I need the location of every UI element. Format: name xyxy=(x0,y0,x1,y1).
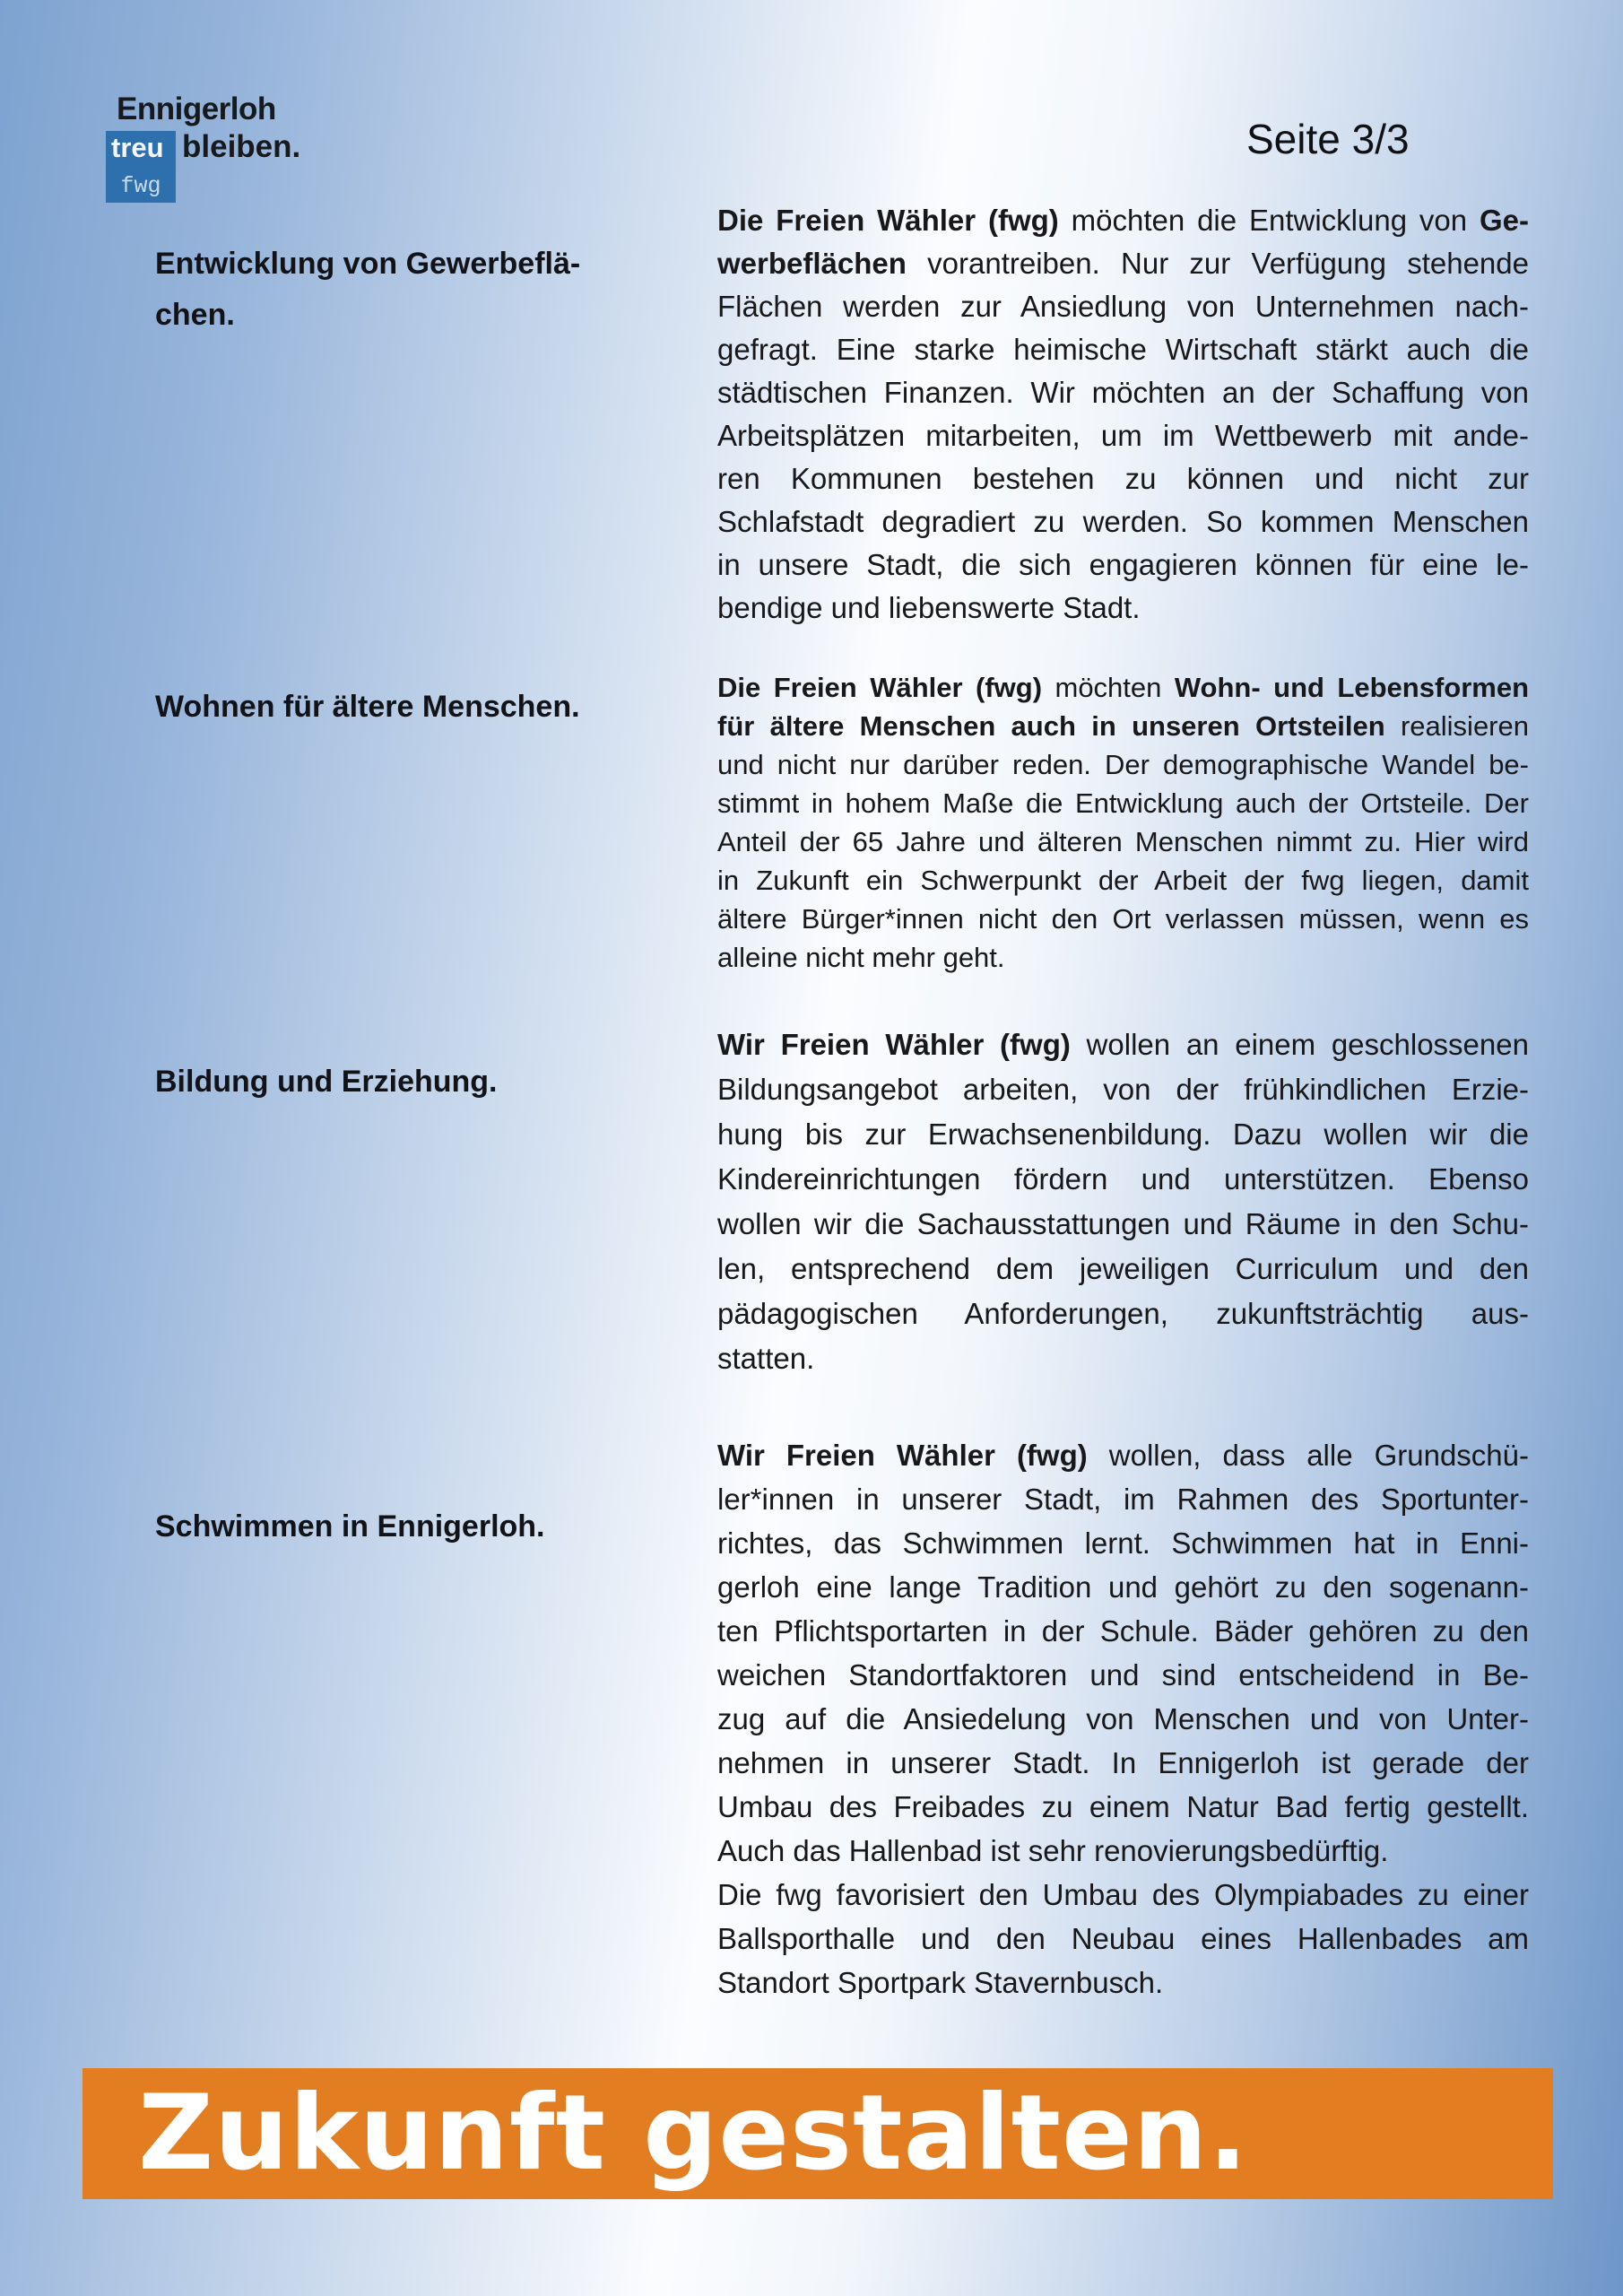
brand-city-text: Ennigerloh xyxy=(117,91,276,126)
section-heading: Wohnen für ältere Menschen. xyxy=(155,690,580,724)
section-paragraph: Wir Freien Wähler (fwg) wollen an einem geschlossenen Bildungsangebot arbeiten, von der frühkindlichen Erzie- hung bis zur Erwachsenenbildung. Dazu wollen wir die Kindereinrichtungen fördern und unterstützen. Ebenso wollen wir die Sachausstattungen und Räume in den Schu- len, entsprechend dem jeweiligen Curriculum und den pädagogischen Anforderungen, zukunftsträchtig aus- statten. xyxy=(717,1028,1529,1375)
page-number: Seite 3/3 xyxy=(1246,116,1410,162)
slogan-banner xyxy=(82,2068,1553,2199)
section-paragraph: Die Freien Wähler (fwg) möchten Wohn- und Lebensformen für ältere Menschen auch in unseren Ortsteilen realisieren und nicht nur darüber reden. Der demographische Wandel be- stimmt in hohem Maße die Entwicklung auch der Ortsteile. Der Anteil der 65 Jahre und älteren Menschen nimmt zu. Hier wird in Zukunft ein Schwerpunkt der Arbeit der fwg liegen, damit ältere Bürger*innen nicht den Ort verlassen müssen, wenn es alleine nicht mehr geht. xyxy=(717,672,1530,973)
section-paragraph: Wir Freien Wähler (fwg) wollen, dass alle Grundschü- ler*innen in unserer Stadt, im Rahmen des Sportunter- richtes, das Schwimmen lernt. Schwimmen hat in Enni- gerloh eine lange Tradition und gehört zu den sogenann- ten Pflichtsportarten in der Schule. Bäder gehören zu den weichen Standortfaktoren und sind entscheidend in Be- zug auf die Ansiedelung von Menschen und von Unter- nehmen in unserer Stadt. In Ennigerloh ist gerade der Umbau des Freibades zu einem Natur Bad fertig gestellt. Auch das Hallenbad ist sehr renovierungsbedürftig. Die fwg favorisiert den Umbau des Olympiabades zu einer Ballsporthalle und den Neubau eines Hallenbades am Standort Sportpark Stavernbusch. xyxy=(717,1439,1529,1999)
brand-treu-text: treu xyxy=(111,132,164,163)
brand-fwg-text: fwg xyxy=(120,173,161,199)
slogan-text: Zukunft gestalten. xyxy=(138,2073,1249,2194)
section-heading: Schwimmen in Ennigerloh. xyxy=(155,1509,545,1544)
brand-bleiben-text: bleiben. xyxy=(182,129,301,164)
brand-blue-box xyxy=(106,131,176,203)
section-paragraph: Die Freien Wähler (fwg) möchten die Entwicklung von Ge- werbeflächen vorantreiben. Nur zur Verfügung stehende Flächen werden zur Ansiedlung von Unternehmen nach- gefragt. Eine starke heimische Wirtschaft stärkt auch die städtischen Finanzen. Wir möchten an der Schaffung von Arbeitsplätzen mitarbeiten, um im Wettbewerb mit ande- ren Kommunen bestehen zu können und nicht zur Schlafstadt degradiert zu werden. So kommen Menschen in unsere Stadt, die sich engagieren können für eine le- bendige und liebenswerte Stadt. xyxy=(717,204,1529,624)
section-heading: Entwicklung von Gewerbeflä- chen. xyxy=(155,247,581,332)
section-heading: Bildung und Erziehung. xyxy=(155,1065,498,1099)
